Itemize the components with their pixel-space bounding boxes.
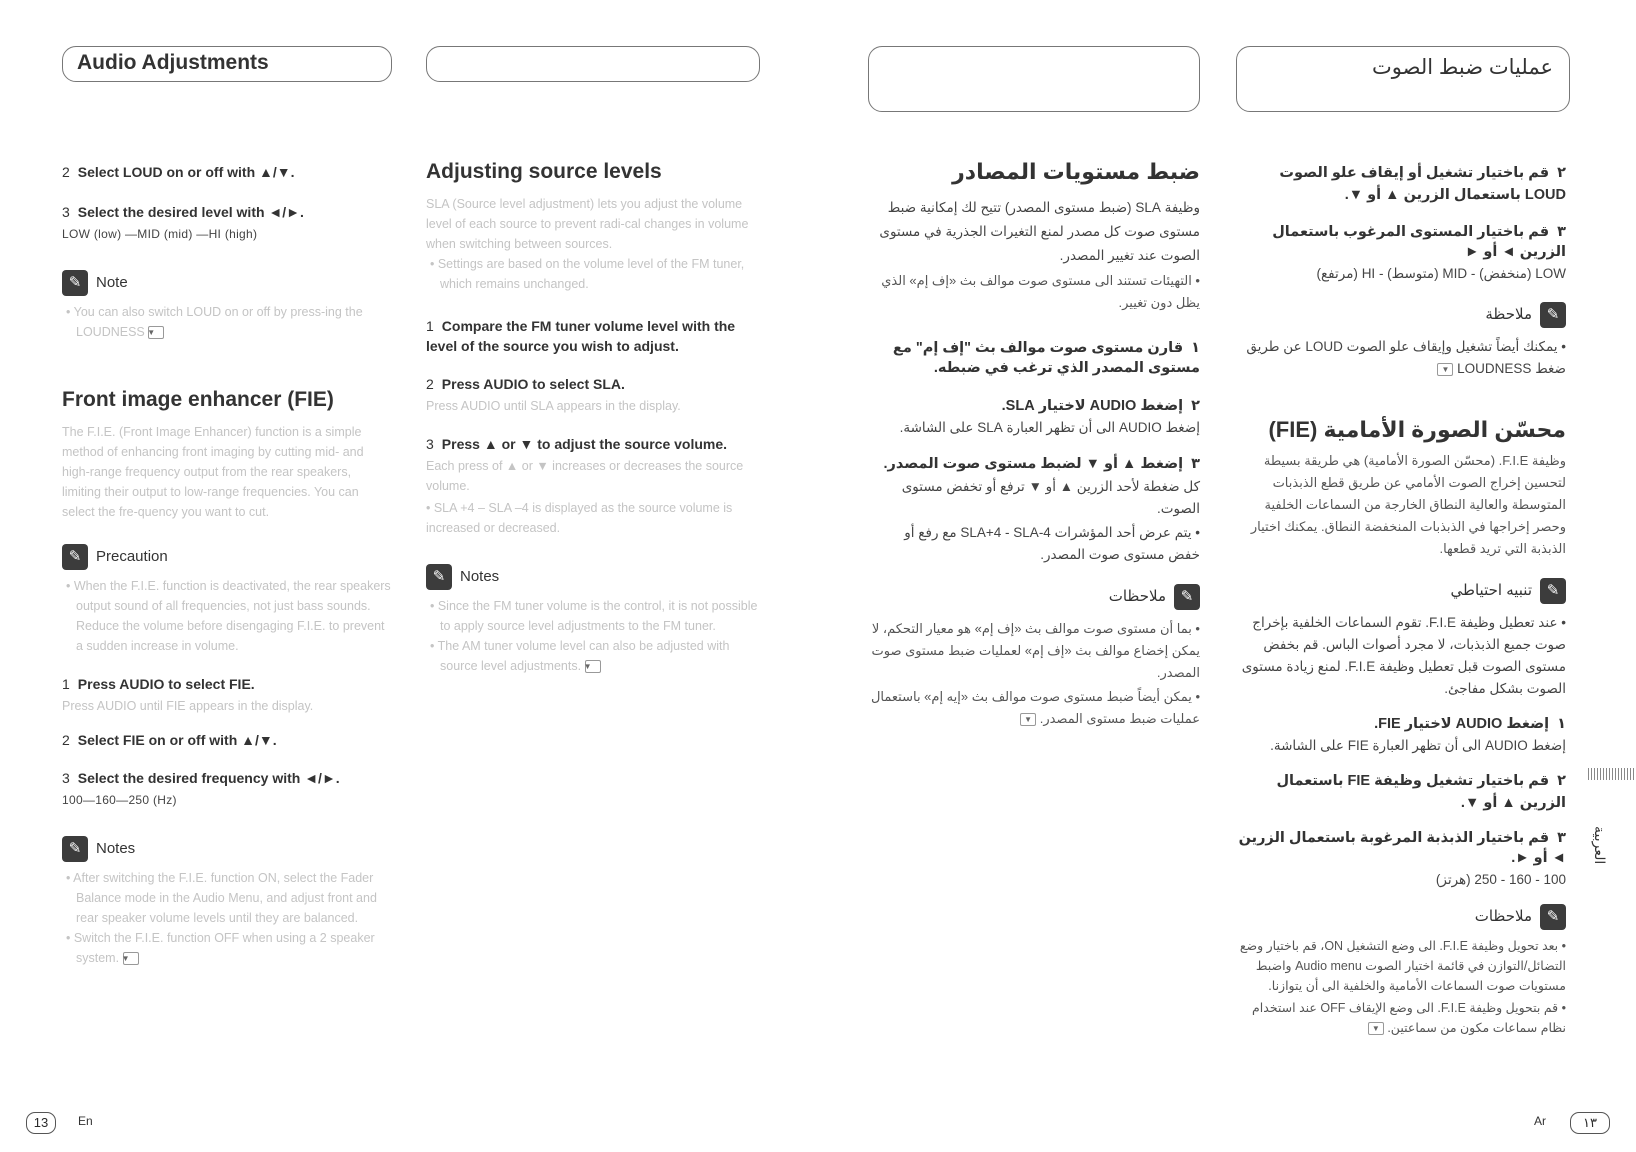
step-loud-level: 3 Select the desired level with ◄/►. xyxy=(62,204,304,220)
column-3 xyxy=(870,159,1200,730)
step-fie-frequency: 3 Select the desired frequency with ◄/►. xyxy=(62,770,340,786)
end-mark-icon: ▼ xyxy=(585,660,601,673)
step-loud-level-arabic: ٣ قم باختيار المستوى المرغوب باستعمال الزرين ◄ أو ► xyxy=(1272,224,1566,260)
source-levels-heading: Adjusting source levels xyxy=(426,160,662,183)
end-mark-icon: ▼ xyxy=(1020,713,1036,726)
source-levels-heading-arabic: ضبط مستويات المصادر xyxy=(952,159,1200,184)
sla-notes-bullet-2: • The AM tuner volume level can also be adjusted with source level adjustments. ▼ xyxy=(430,639,730,673)
page-number-right: ١٣ xyxy=(1570,1112,1610,1134)
column-4 xyxy=(1236,162,1566,1038)
step-sla-select-arabic: ٢ إضغط AUDIO لاختيار SLA. xyxy=(1001,398,1200,414)
step-fie-select: 1 Press AUDIO to select FIE. xyxy=(62,676,255,692)
step-fie-select-sub-arabic: إضغط AUDIO الى أن تظهر العبارة FIE على الشاشة. xyxy=(1270,738,1566,753)
notes-bullet-1-arabic: • بعد تحويل وظيفة F.I.E. الى وضع التشغيل ON، قم باختيار وضع التضائل/التوازن في قائمة اختيار الصوت Audio menu واضبط مستويات صوت السماعات الأمامية والخلفية الى أن يتوازنا. xyxy=(1239,939,1566,993)
loud-level-options-arabic: LOW (منخفض) - MID (متوسط) - HI (مرتفع) xyxy=(1316,266,1566,281)
note-pencil-icon-arabic: ✎ xyxy=(1540,302,1566,328)
step-sla-adjust-sub-arabic: كل ضغطة لأحد الزرين ▲ أو ▼ ترفع أو تخفض مستوى الصوت. xyxy=(901,479,1200,516)
side-tab-label: العربية xyxy=(1592,826,1608,865)
sla-intro: SLA (Source level adjustment) lets you adjust the volume level of each source to prevent radi-cal changes in volume when switching between sources. xyxy=(426,197,749,251)
sla-intro-bullet: • Settings are based on the volume level of the FM tuner, which remains unchanged. xyxy=(430,257,745,291)
step-fie-frequency-arabic: ٣ قم باختيار الذبذبة المرغوبة باستعمال الزرين ◄ أو ►. xyxy=(1238,830,1566,866)
notes-bullet-2: • Switch the F.I.E. function OFF when using a 2 speaker system. ▼ xyxy=(66,931,375,965)
notes-bullet-2-arabic: • قم بتحويل وظيفة F.I.E. الى وضع الإيقاف OFF عند استخدام نظام سماعات مكون من سماعتين. ▼ xyxy=(1252,1001,1566,1035)
note-pencil-icon: ✎ xyxy=(62,270,88,296)
fie-heading-arabic: محسّن الصورة الأمامية (FIE) xyxy=(1268,417,1566,442)
note-bullet: • You can also switch LOUD on or off by press-ing the LOUDNESS ▼ xyxy=(66,305,363,339)
precaution-bullet-arabic: • عند تعطيل وظيفة F.I.E. تقوم السماعات الخلفية بإخراج صوت جميع الذبذبات، لا مجرد أصوات الباس. قم بخفض مستوى الصوت قبل تعطيل وظيفة F.I.E. لمنع زيادة مستوى الصوت بشكل مفاجئ. xyxy=(1241,615,1566,696)
step-sla-select-sub-arabic: إضغط AUDIO الى أن تظهر العبارة SLA على الشاشة. xyxy=(899,420,1200,435)
note-bullet-arabic: • يمكنك أيضاً تشغيل وإيقاف علو الصوت LOUD عن طريق ضغط LOUDNESS ▼ xyxy=(1246,339,1566,376)
column-1 xyxy=(62,162,392,968)
fie-frequency-options-arabic: 100 - 160 - 250 (هرتز) xyxy=(1435,872,1566,887)
precaution-pencil-icon: ✎ xyxy=(62,544,88,570)
step-fie-select-arabic: ١ إضغط AUDIO لاختيار FIE. xyxy=(1374,716,1566,732)
precaution-heading-arabic: ✎ تنبيه احتياطي xyxy=(1236,578,1566,604)
header-right-pill xyxy=(1236,46,1570,112)
sla-intro-arabic: وظيفة SLA (ضبط مستوى المصدر) تتيح لك إمكانية ضبط مستوى صوت كل مصدر لمنع التغيرات الجذرية في مستوى الصوت عند تغيير المصدر. xyxy=(879,200,1200,263)
notes-pencil-icon: ✎ xyxy=(62,836,88,862)
sla-notes-pencil-icon-arabic: ✎ xyxy=(1174,584,1200,610)
fie-body: The F.I.E. (Front Image Enhancer) function is a simple method of enhancing front imaging by cutting mid- and high-range frequency output from the rear speakers, limiting their output to low-range frequencies. You can select the fre-quency you want to cut. xyxy=(62,425,364,519)
note-heading: ✎ Note xyxy=(62,270,392,296)
sla-notes-heading: ✎ Notes xyxy=(426,564,762,590)
header-blank-box xyxy=(868,46,1200,112)
header-left-pill xyxy=(62,46,392,82)
end-mark-icon: ▼ xyxy=(1368,1022,1384,1035)
sla-notes-bullet-2-arabic: • يمكن أيضاً ضبط مستوى صوت موالف بث «إيه إم» باستعمال عمليات ضبط مستوى المصدر. ▼ xyxy=(870,689,1200,726)
step-sla-adjust-sub: Each press of ▲ or ▼ increases or decreases the source volume. xyxy=(426,459,744,493)
step-sla-adjust: 3 Press ▲ or ▼ to adjust the source volume. xyxy=(426,436,728,452)
end-mark-icon: ▼ xyxy=(148,326,164,339)
step-loud-select-arabic: ٢ قم باختيار تشغيل أو إيقاف علو الصوت LOUD باستعمال الزرين ▲ أو ▼. xyxy=(1279,165,1566,203)
step-fie-select-sub: Press AUDIO until FIE appears in the display. xyxy=(62,699,314,713)
note-heading-arabic: ✎ ملاحظة xyxy=(1236,302,1566,328)
end-mark-icon: ▼ xyxy=(123,952,139,965)
notes-heading: ✎ Notes xyxy=(62,836,392,862)
side-tab-scan-mark xyxy=(1588,768,1634,780)
end-mark-icon: ▼ xyxy=(1437,363,1453,376)
precaution-bullet: • When the F.I.E. function is deactivated, the rear speakers output sound of all frequencies, not just bass sounds. Reduce the volume before disengaging F.I.E. to prevent a sudden increase in volume. xyxy=(66,579,391,653)
step-fie-onoff: 2 Select FIE on or off with ▲/▼. xyxy=(62,732,277,748)
fie-body-arabic: وظيفة F.I.E. (محسّن الصورة الأمامية) هي طريقة بسيطة لتحسين إخراج الصوت الأمامي عن طريق قطع الذبذبات المتوسطة والعالية النطاق الخارجة من السماعات الخلفية وحصر إخراجها في الذبذبات المنخفضة النطاق. يمكنك اختيار الذبذبة التي تريد قطعها. xyxy=(1250,453,1566,556)
language-right: Ar xyxy=(1534,1114,1546,1128)
fie-heading: Front image enhancer (FIE) xyxy=(62,388,334,411)
precaution-heading: ✎ Precaution xyxy=(62,544,392,570)
header-blank-pill xyxy=(426,46,760,82)
step-sla-adjust-arabic: ٣ إضغط ▲ أو ▼ لضبط مستوى صوت المصدر. xyxy=(883,456,1200,472)
precaution-pencil-icon-arabic: ✎ xyxy=(1540,578,1566,604)
step-sla-adjust-sub2: • SLA +4 – SLA –4 is displayed as the source volume is increased or decreased. xyxy=(426,501,733,535)
step-sla-select-sub: Press AUDIO until SLA appears in the display. xyxy=(426,399,681,413)
page-title: Audio Adjustments xyxy=(77,51,269,74)
notes-pencil-icon-arabic: ✎ xyxy=(1540,904,1566,930)
sla-notes-pencil-icon: ✎ xyxy=(426,564,452,590)
column-2 xyxy=(426,162,762,676)
loud-level-options: LOW (low) —MID (mid) —HI (high) xyxy=(62,227,258,241)
page-number-left: 13 xyxy=(26,1112,56,1134)
page-title-arabic: عمليات ضبط الصوت xyxy=(1372,56,1553,79)
fie-frequency-options: 100—160—250 (Hz) xyxy=(62,793,177,807)
step-fie-onoff-arabic: ٢ قم باختيار تشغيل وظيفة FIE باستعمال الزرين ▲ أو ▼. xyxy=(1276,773,1566,811)
step-compare-fm-arabic: ١ قارن مستوى صوت موالف بث "إف إم" مع مستوى المصدر الذي ترغب في ضبطه. xyxy=(892,340,1200,376)
step-loud-select: 2 Select LOUD on or off with ▲/▼. xyxy=(62,164,295,180)
step-compare-fm: 1 Compare the FM tuner volume level with the level of the source you wish to adjust. xyxy=(426,318,736,354)
sla-intro-bullet-arabic: • التهيئات تستند الى مستوى صوت موالف بث «إف إم» الذي يظل دون تغيير. xyxy=(881,273,1200,310)
language-left: En xyxy=(78,1114,93,1128)
sla-notes-heading-arabic: ✎ ملاحظات xyxy=(870,584,1200,610)
step-sla-adjust-sub2-arabic: • يتم عرض أحد المؤشرات SLA+4 - SLA-4 مع رفع أو خفض مستوى صوت المصدر. xyxy=(904,525,1200,562)
notes-bullet-1: • After switching the F.I.E. function ON, select the Fader Balance mode in the Audio Menu, and adjust front and rear speaker volume levels until they are balanced. xyxy=(66,871,377,925)
step-sla-select: 2 Press AUDIO to select SLA. xyxy=(426,376,625,392)
sla-notes-bullet-1-arabic: • بما أن مستوى صوت موالف بث «إف إم» هو معيار التحكم، لا يمكن إخضاع موالف بث «إف إم» لعمليات ضبط مستوى صوت المصدر. xyxy=(871,621,1200,680)
sla-notes-bullet-1: • Since the FM tuner volume is the control, it is not possible to apply source level adjustments to the FM tuner. xyxy=(430,599,758,633)
notes-heading-arabic: ✎ ملاحظات xyxy=(1236,904,1566,930)
